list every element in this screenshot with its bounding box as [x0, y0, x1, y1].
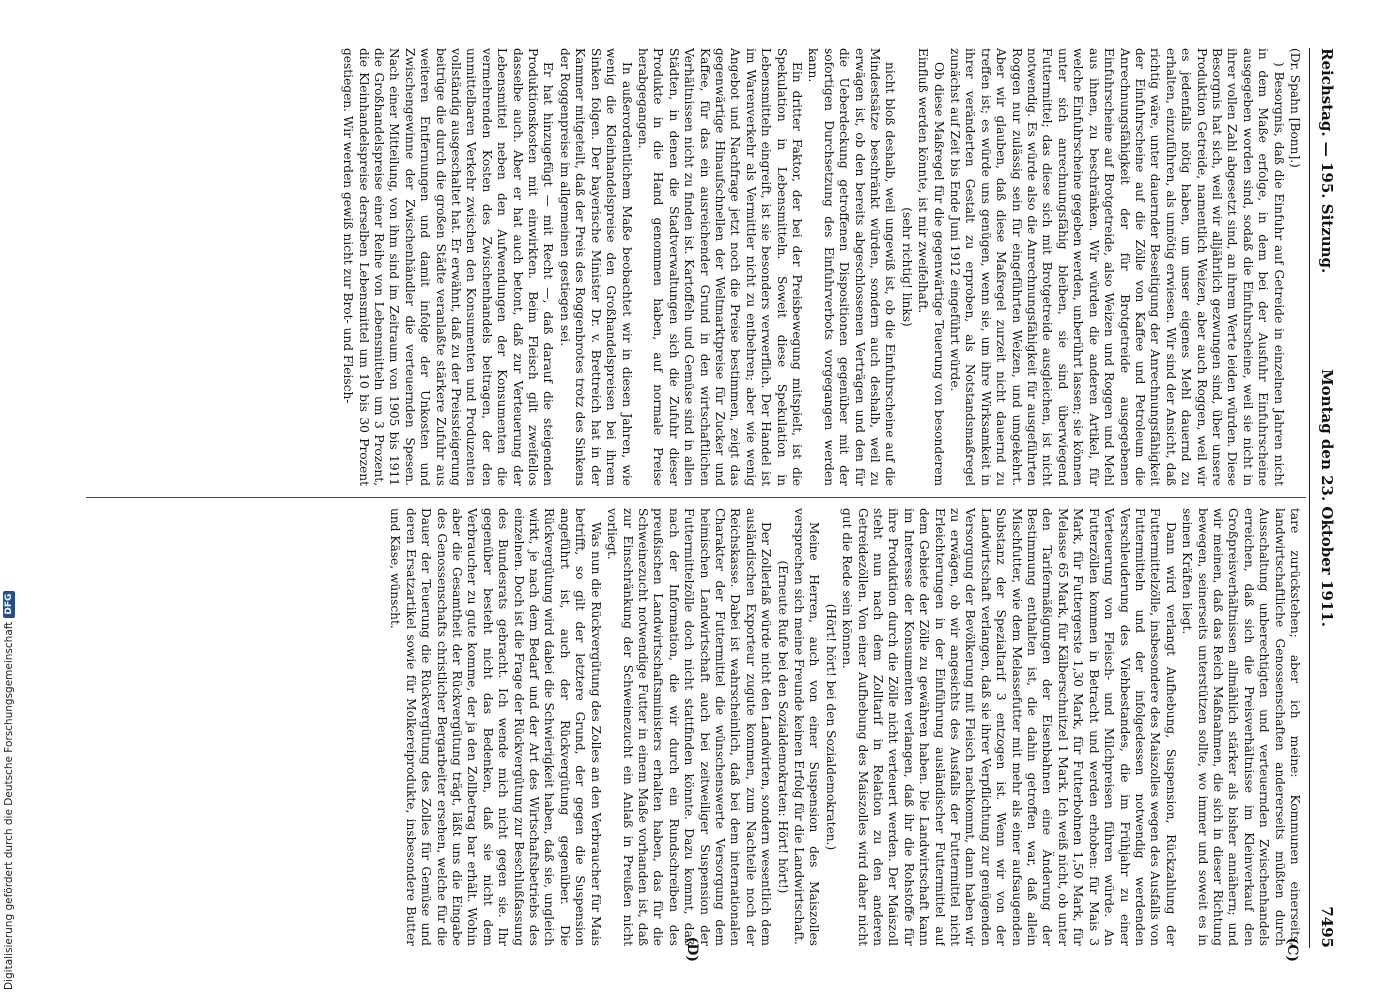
- right-column-paragraph: tare zurückstehen; aber ich meine: Kommunen einerseits, landwirtschaftliche Genossenschaften andererseits müßten durch Ausschaltung unberechtigten und verteuernden Zwischenhandels erreichen, daß sich die Preisverhältnisse im Kleinverkauf den Großpreisverhältnissen allmählich stärker als bisher annähern; und wir meinen, daß das Reich Maßnahmen, die sich in dieser Richtung bewegen, seinerseits unterstützen sollte, wo immer und soweit es in seinen Kräften liegt.: [1180, 508, 1302, 946]
- scanned-page: [75, 48, 1340, 962]
- left-column-paragraph: ) Besorgnis, daß die Einfuhr auf Getreide in einzelnen Jahren nicht in dem Maße erfolge, in dem bei der Ausfuhr Einfuhrscheine ausgegeben worden sind, sodaß die Einfuhrscheine, weil sie nicht in ihrer vollen Zahl abgesetzt sind, an ihrem Werte leiden würden. Diese Besorgnis hat sich, weil wir alljährlich gezwungen sind, über unsere Produktion Getreide, namentlich Weizen, aber auch Roggen, weil wir es jedenfalls nötig haben, um unser eigenes Mehl dauernd zu erhalten, einzuführen, als unnötig erwiesen. Wir sind der Ansicht, daß richtig wäre, unter dauernder Beseitigung der Anrechnungsfähigkeit der Einfuhrscheine auf die Zölle von Kaffee und Petroleum die Anrechnungsfähigkeit der für Brotgetreide ausgegebenen Einfuhrscheine auf Brotgetreide, also Weizen und Roggen und Mehl aus ihnen, zu beschränken. Wir würden die anderen Artikel, für welche Einfuhrscheine gegeben werden, unberührt lassen; sie können unter sich anrechnungsfähig bleiben, sie sind überwiegend Futtermittel; das diese sich mit Brotgetreide ausgleichen, ist nicht notwendig. Es würde also die Anrechnungsfähigkeit für ausgeführten Roggen nur zulässig sein für eingeführten Weizen, und umgekehrt. Aber wir glauben, daß diese Maßregel zurzeit nicht dauernd zu treffen ist; es würde uns genügen, wenn sie, um ihre Wirksamkeit in ihrer veränderten Gestalt zu erproben, als Notstandsmaßregel zunächst auf Zeit bis Ende Juni 1912 eingeführt würde.: [948, 48, 1286, 486]
- right-column-paragraph: Dann wird verlangt Aufhebung, Suspension, Rückzahlung der Futtermittelzölle, insbesondere des Maiszolles wegen des Ausfalls von Futtermitteln und der infolgedessen notwendig werdenden Verschleuderung des Viehbestandes, die im Frühjahr zu einer Verteuerung von Fleisch- und Milchpreisen führen würde. An Futterzöllen kommen in Betracht und werden erhoben: für Mais 3 Mark, für Futtergerste 1,30 Mark, für Futterbohnen 1,50 Mark, für Melasse 65 Mark, für Kälberschnitzel 1 Mark. Ich weiß nicht, ob unter den Tarifermäßigungen der Eisenbahnen eine Änderung der Bestimmung enthalten ist, die dahin getroffen war, daß allein Mischfutter, wie dem Melassefutter mit mehr als einer aufsaugenden Substanz der Spezialtarif 3 entzogen ist. Wenn wir von der Landwirtschaft verlangen, daß sie ihrer Verpflichtung zur genügenden Versorgung der Bevölkerung mit Fleisch nachkommt, dann haben wir zu erwägen, ob wir angesichts des Ausfalls der Futtermittel nicht Erleichterungen in der Einführung ausländischer Futtermittel auf dem Gebiete der Zölle zu gewähren haben. Die Landwirtschaft kann im Interesse der Konsumenten verlangen, daß ihr die Rohstoffe für ihre Produktion durch die Zölle nicht verteuert werden. Der Maiszoll steht nun nach dem Zolltarif in Relation zu den anderen Getreidezöllen. Von einer Aufhebung des Maiszolles wird daher nicht gut die Rede sein können.: [840, 508, 1178, 946]
- left-column-paragraph: (Dr. Spahn [Bonn].): [1288, 48, 1302, 168]
- right-column-paragraph: Der Zollerlaß würde nicht den Landwirten, sondern wesentlich dem ausländischen Exporteur zugute kommen, zum Nachteile noch der Reichskasse. Dabei ist wahrscheinlich, daß bei dem internationalen Charakter der Futtermittel die wünschenswerte Versorgung dem heimischen Landwirtschaft auch bei zeitweiliger Suspension der Futtermittelzölle doch nicht stattfinden könnte. Dazu kommt, daß nach der Information, die wir durch ein Rundschreiben des preußischen Landwirtschaftsministers erhalten haben, das für die Schweinezucht notwendige Futter in einem Maße vorhanden ist, daß zur Einschränkung der Schweinezucht ein Anlaß in Preußen nicht vorliegt.: [605, 508, 774, 946]
- page-header: [1312, 48, 1340, 948]
- right-column-paragraph: Meine Herren, auch von einer Suspension des Maiszolles versprechen sich meine Freunde keinen Erfolg für die Landwirtschaft.: [792, 508, 822, 946]
- footer-text: Digitalisierung gefördert durch die Deutsche Forschungsgemeinschaft: [3, 621, 15, 990]
- right-column-paragraph: (Erneute Rufe bei den Sozialdemokraten: Hört! hört!): [775, 560, 790, 894]
- left-column-paragraph: nicht bloß deshalb, weil ungewiß ist, ob die Einfuhrscheine auf die Mindestsätze beschränkt würden, sondern auch deshalb, weil zu erwägen ist, ob den bereits abgeschlossenen Verträgen und den für die Ueberdeckung getroffenen Dispositionen gegenüber mit der sofortigen Durchsetzung des Einfuhrverbots vorgegangen werden kann.: [806, 48, 898, 486]
- margin-mark-c: (C): [1284, 937, 1300, 962]
- right-column-paragraph: Was nun die Rückvergütung des Zolles an den Verbraucher für Mais betrifft, so gilt der letztere Grund, der gegen die Suspension angeführt ist, auch der Rückvergütung gegenüber. Die Rückvergütung wird dabei die Schwierigkeit haben, daß sie, ungleich wirkt, je nach dem Bedarf und der Art des Wirtschaftsbetriebs des einzelnen. Doch ist die Frage der Rückvergütung zur Beschlußfassung des Bundesrats gebracht. Ich wende mich nicht gegen sie. Ihr gegenüber besteht nicht das Bedenken, daß sie nicht dem Verbraucher zu gute komme, der ja den Zollbetrag bar erhält. Wohin aber die Gesamtheit der Rückvergütung trägt, läßt uns die Eingabe des Genossenschafts christlicher Bergarbeiter ersehen, welche für die Dauer der Teuerung die Rückvergütung des Zolles für Gemüse und deren Ersatzartikel sowie für Molkereiprodukte, insbesondere Butter und Käse, wünscht.: [388, 508, 603, 946]
- column-divider: [86, 497, 1306, 498]
- right-column: [87, 508, 1302, 946]
- margin-mark-d: (D): [684, 936, 700, 962]
- header-left: Reichstag. — 195. Sitzung.: [1318, 48, 1336, 274]
- left-column-paragraph: Ein dritter Faktor, der bei der Preisbewegung mitspielt, ist die Spekulation in Lebensmitteln. Soweit diese Spekulation in Lebensmitteln eingreift, ist sie besonders verwerflich. Der Handel ist im Warenverkehr als Vermittler nicht zu entbehren; aber wie wenig Angebot und Nachfrage jetzt noch die Preise bestimmen, zeigt das gegenwärtige Hinaufschnellen der Weltmarktpreise für Zucker und Kaffee, für das ein ausreichender Grund in den wirtschaftlichen Verhältnissen nicht zu finden ist. Kartoffeln und Gemüse sind in allen Städten, in denen die Stadtverwaltungen sich die Zufuhr dieser Produkte in die Hand genommen haben, auf normale Preise herabgegangen.: [635, 48, 804, 486]
- footer-credit: [2, 595, 22, 990]
- left-column-paragraph: In außerordentlichem Maße beobachtet wir in diesen Jahren, wie wenig die Kleinhandelspreise den Großhandelspreisen bei ihrem Sinken folgen. Der bayerische Minister Dr. v. Brettreich hat in der Kammer mitgeteilt, daß der Preis des Roggenbrotes trotz des Sinkens der Roggenpreise im allgemeinen gestiegen sei.: [557, 48, 634, 486]
- dfg-logo: DFG: [3, 591, 15, 618]
- left-column-paragraph: Er hat hinzugefügt — mit Recht —, daß darauf die steigenden Produktionskosten mit einwirkten. Beim Fleisch gilt zweifellos dasselbe auch. Aber er hat auch betont, daß zur Verteuerung der Lebensmittel neben den Aufwendungen der Konsumenten die vermehrenden Kosten des Zwischenhandels beitragen, der den unmittelbaren Verkehr zwischen den Konsumenten und Produzenten vollständig ausgeschaltet hat. Er erwähnt, daß zu der Preissteigerung beitrüge die durch die großen Städte veranlaßte stärkere Zufuhr aus weiteren Entfernungen und damit infolge der Unkosten und Zwischengewinne der Zwischenhändler die verteuernden Spesen. Nach einer Mitteilung, von ihm sind im Zeitraum von 1905 bis 1911 die Großhandelspreise einer Reihe von Lebensmitteln um 3 Prozent, die Kleinhandelspreise derselben Lebensmittel um 10 bis 30 Prozent gestiegen. Wir werden gewiß nicht zur Brot- und Fleisch-: [341, 48, 556, 486]
- page-number: 7495: [1318, 906, 1336, 948]
- header-rule: [1309, 48, 1310, 948]
- header-date: Montag den 23. Oktober 1911.: [1318, 369, 1336, 627]
- left-column: [87, 48, 1302, 486]
- left-column-paragraph: Ob diese Maßregel für die gegenwärtige Teuerung von besonderem Einfluß werden könnte, ist mir zweifelhaft.: [916, 48, 946, 486]
- right-column-paragraph: (Hört! hört! bei den Sozialdemokraten.): [823, 603, 838, 851]
- left-column-paragraph: (sehr richtig! links): [899, 207, 914, 327]
